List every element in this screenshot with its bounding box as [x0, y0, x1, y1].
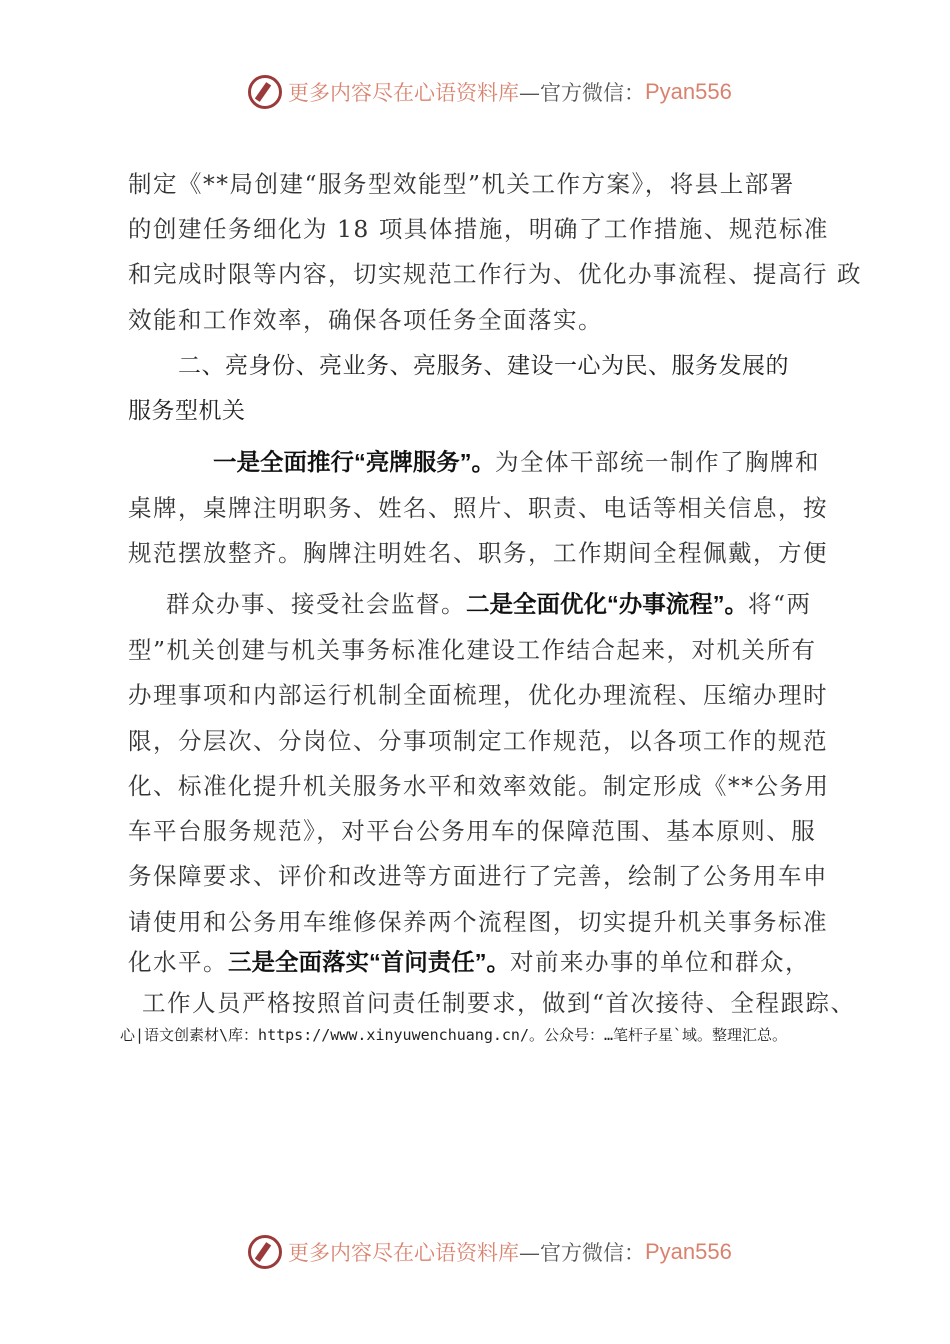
text-segment: 化、标准化提升机关服务水平和效率效能。制定形成《**公务用 [128, 772, 830, 800]
paragraph-line [128, 680, 828, 710]
paragraph-line [142, 988, 856, 1018]
paragraph-line [128, 493, 828, 523]
text-segment: 效能和工作效率，确保各项任务全面落实。 [128, 306, 603, 334]
text-segment: 群众办事、接受社会监督。 [166, 590, 466, 618]
paragraph-line [128, 726, 828, 756]
paragraph-line [128, 907, 828, 937]
paragraph-line [128, 169, 795, 199]
text-segment: 对前来办事的单位和群众， [510, 948, 810, 976]
text-segment: 和完成时限等内容，切实规范工作行为、优化办事流程、提高行 政 [128, 260, 862, 288]
header-banner [248, 72, 732, 112]
text-segment: 型”机关创建与机关事务标准化建设工作结合起来，对机关所有 [128, 636, 817, 664]
section-heading-line [178, 351, 789, 381]
paragraph-line [128, 771, 830, 801]
text-segment: 为全体干部统一制作了胸牌和 [495, 448, 820, 476]
text-segment: 制定《**局创建“服务型效能型”机关工作方案》，将县上部署 [128, 170, 795, 198]
text-segment: 办理事项和内部运行机制全面梳理，优化办理流程、压缩办理时 [128, 681, 828, 709]
bold-lead-text: 一是全面推行“亮牌服务”。 [213, 449, 495, 475]
paragraph-line [166, 589, 812, 619]
text-segment: 的创建任务细化为 18 项具体措施，明确了工作措施、规范标准 [128, 215, 829, 243]
banner-id-text: Pyan556 [645, 1239, 732, 1264]
paragraph-line [128, 538, 828, 568]
bold-lead-text: 三是全面落实“首问责任”。 [228, 949, 510, 975]
banner-id-text: Pyan556 [645, 79, 732, 104]
paragraph-line [128, 635, 817, 665]
paragraph-line [128, 947, 810, 977]
text-segment: 请使用和公务用车维修保养两个流程图，切实提升机关事务标准 [128, 908, 828, 936]
paragraph-line [128, 259, 862, 289]
text-segment: 化水平。 [128, 948, 228, 976]
banner-sep-text: —官方微信： [519, 81, 645, 105]
text-segment: 限，分层次、分岗位、分事项制定工作规范，以各项工作的规范 [128, 727, 828, 755]
banner-sep-text: —官方微信： [519, 1241, 645, 1265]
paragraph-line [128, 861, 828, 891]
text-segment: 二、亮身份、亮业务、亮服务、建设一心为民、服务发展的 [178, 353, 789, 379]
paragraph-line [128, 816, 816, 846]
text-segment: 服务型机关 [128, 398, 246, 424]
pen-logo-icon [248, 75, 282, 109]
paragraph-line [128, 214, 829, 244]
text-segment: 工作人员严格按照首问责任制要求，做到“首次接待、全程跟踪、 [142, 989, 856, 1017]
paragraph-line [128, 305, 603, 335]
text-segment: 车平台服务规范》，对平台公务用车的保障范围、基本原则、服 [128, 817, 817, 845]
text-segment: 规范摆放整齐。胸牌注明姓名、职务，工作期间全程佩戴，方便 [128, 539, 828, 567]
banner-main-text: 更多内容尽在心语资料库 [288, 1241, 519, 1265]
text-segment: 桌牌，桌牌注明职务、姓名、照片、职责、电话等相关信息，按 [128, 494, 828, 522]
footnote: 心|语文创素材\库：https://www.xinyuwenchuang.cn/。公众号：…笔杆子星`域。整理汇总。 [120, 1026, 788, 1044]
paragraph-line [213, 447, 820, 477]
footer-banner [248, 1232, 732, 1272]
section-heading-line [128, 396, 246, 426]
bold-lead-text: 二是全面优化“办事流程”。 [466, 591, 748, 617]
pen-logo-icon [248, 1235, 282, 1269]
banner-main-text: 更多内容尽在心语资料库 [288, 81, 519, 105]
text-segment: 务保障要求、评价和改进等方面进行了完善，绘制了公务用车申 [128, 862, 828, 890]
text-segment: 将“两 [748, 590, 812, 618]
